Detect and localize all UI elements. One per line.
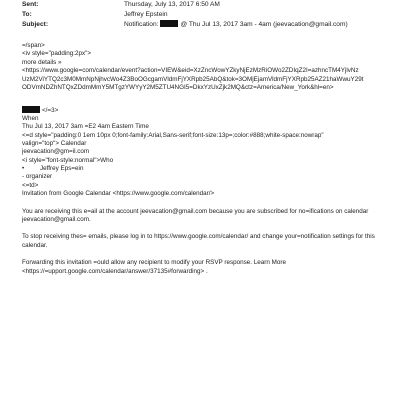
who-list-item [22, 165, 376, 173]
body-line-10: <=d style="padding:0 1em 10px 0;font-family:Arial,Sans-serif;font-size:13p=;color:#888;white-space:nowrap" [22, 131, 324, 139]
calendar-label: valign="top"> Calendar [22, 139, 87, 147]
subject-suffix: @ Thu Jul 13, 2017 3am - 4am (jeevacation@gmail.com) [180, 21, 348, 28]
body-line-16: <=td> [22, 181, 39, 189]
body-line-3: more details » [22, 58, 62, 66]
sent-label: Sent: [22, 1, 39, 8]
calendar-event-link-3[interactable]: ODVmNDZhNTQxZDdmMmY5MTgzYWYyY2M5ZTU4NGI5=DkxYzUxZjk2MQ&ctz=America/New_York&hl=en> [22, 83, 334, 91]
calendar-value: jeevacation@gm=il.com [22, 148, 90, 156]
subject-value [124, 20, 392, 30]
subject-label: Subject: [22, 21, 49, 28]
event-title-suffix: </=3> [42, 107, 59, 115]
to-value: Jeffrey Epstein [124, 11, 168, 18]
to-row [22, 10, 392, 20]
sent-value: Thursday, July 13, 2017 6:50 AM [124, 1, 220, 8]
subject-row [22, 20, 392, 30]
receiving-notice: You are receiving this e=ail at the account jeevacation@gmail.com because you are subscribed for no=ifications on calendar jeevacation@gmail.com. [22, 207, 369, 224]
who-name: Jeffrey Eps=ein [40, 165, 84, 173]
calendar-event-link-2[interactable]: UzM2ViYTQ2c3M0MmNpNjhvcWo4Z3BoOGcgamVldmFjYXRpb25AbQ&tok=3OMjEjamVldmFjYXRpb25AZ21haWwuY29t [22, 75, 364, 83]
event-title-redaction [22, 106, 40, 113]
bullet-icon: • [22, 165, 25, 173]
forwarding-notice: Forwarding this invitation =ould allow any recipient to modify your RSVP response. Learn More <https://=upport.google.com/calendar/answer/37135#forwarding> . [22, 259, 286, 275]
event-title-line [22, 106, 376, 114]
invitation-from-line: Invitation from Google Calendar <https://www.google.com/calendar/> [22, 190, 215, 198]
when-value: Thu Jul 13, 2017 3am =E2 4am Eastern Time [22, 123, 149, 131]
to-label: To: [22, 11, 32, 18]
email-body [22, 42, 376, 276]
who-role: - organizer [22, 173, 53, 181]
body-line-1: =/span> [22, 42, 45, 49]
subject-prefix: Notification: [124, 21, 159, 28]
email-header [22, 0, 392, 30]
body-line-2: <iv style="padding:2px"> [22, 50, 92, 58]
who-label: <i style="font-style:normal">Who [22, 156, 114, 164]
calendar-event-link-1[interactable]: <https://www.google=com/calendar/event?action=VIEW&eid=XzZncWowYZkyNjEzMzRiOWo2ZDIqZ2I=azhncTM4YjlvNz [22, 67, 359, 75]
when-label: When [22, 114, 39, 122]
unsubscribe-notice: To stop receiving thes= emails, please log in to https://www.google.com/calendar/ and change your=notification settings for this calendar. [22, 233, 375, 249]
subject-redaction [160, 20, 178, 27]
sent-row [22, 0, 392, 10]
